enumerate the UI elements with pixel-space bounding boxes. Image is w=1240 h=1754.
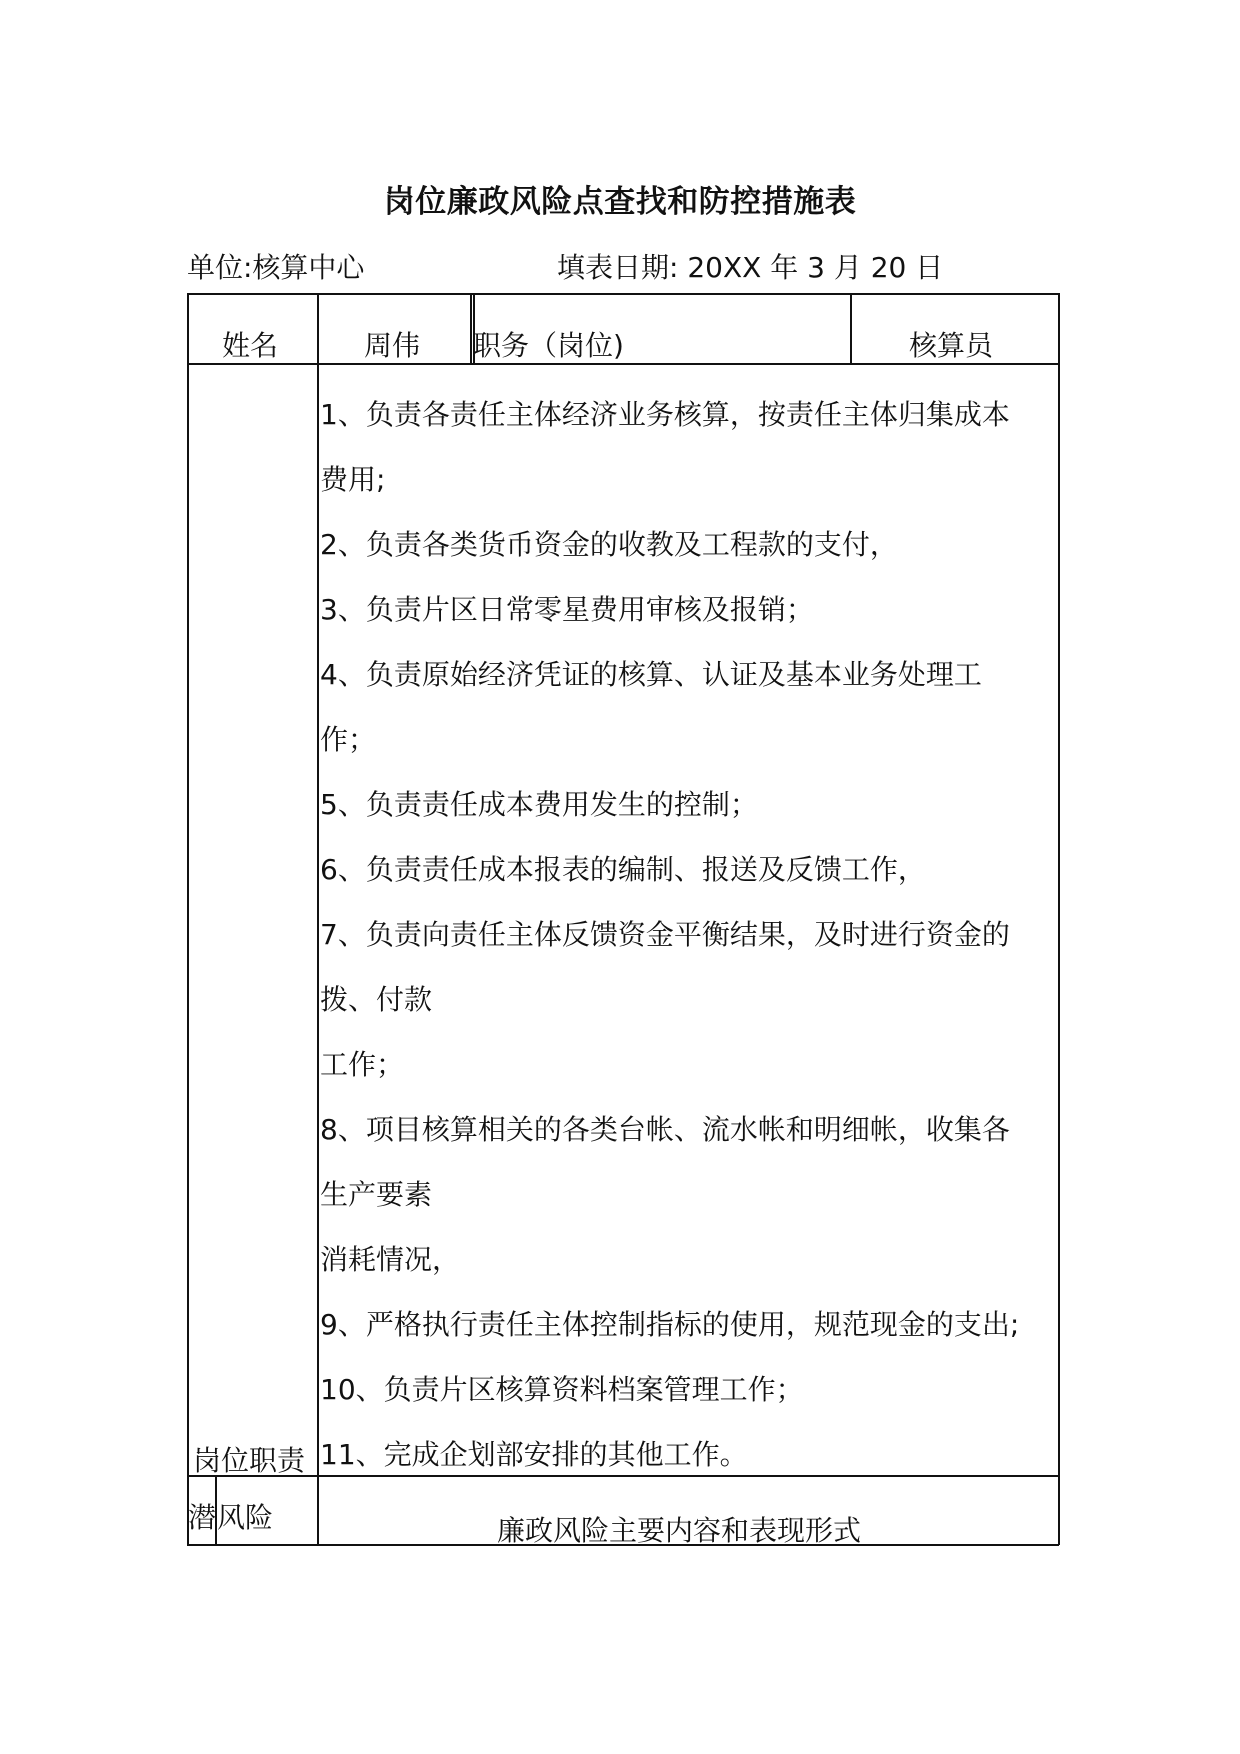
duty-line: 7、负责向责任主体反馈资金平衡结果，及时进行资金的: [320, 918, 1010, 951]
duty-line: 4、负责原始经济凭证的核算、认证及基本业务处理工: [320, 658, 982, 691]
duty-line: 3、负责片区日常零星费用审核及报销；: [320, 593, 814, 626]
name-label: 姓名: [222, 329, 279, 362]
duty-line: 8、项目核算相关的各类台帐、流水帐和明细帐，收集各: [320, 1113, 1010, 1146]
name-value: 周伟: [364, 329, 421, 362]
duty-line: 9、严格执行责任主体控制指标的使用，规范现金的支出;: [320, 1308, 1020, 1341]
duties-list: [320, 382, 1060, 1487]
duty-line: 作；: [320, 723, 377, 756]
duty-line: 10、负责片区核算资料档案管理工作；: [320, 1373, 804, 1406]
duty-line: 费用;: [320, 463, 386, 496]
position-label: 职务（岗位): [473, 329, 624, 362]
risk-label-b: 风险: [217, 1501, 274, 1534]
unit-label: 单位:核算中心: [187, 251, 365, 284]
duty-line: 2、负责各类货币资金的收教及工程款的支付，: [320, 528, 898, 561]
position-value: 核算员: [909, 329, 994, 362]
duty-line: 消耗情况，: [320, 1243, 461, 1276]
duty-line: 6、负责责任成本报表的编制、报送及反馈工作，: [320, 853, 926, 886]
risk-label-a: 潜: [188, 1501, 217, 1534]
duty-line: 11、完成企划部安排的其他工作。: [320, 1438, 748, 1471]
duties-label: 岗位职责: [193, 1444, 306, 1477]
page-title: 岗位廉政风险点查找和防控措施表: [383, 184, 857, 220]
duty-line: 1、负责各责任主体经济业务核算，按责任主体归集成本: [320, 398, 1010, 431]
risk-content-header: 廉政风险主要内容和表现形式: [497, 1514, 862, 1547]
fill-date: 填表日期: 20XX 年 3 月 20 日: [557, 251, 944, 284]
duty-line: 拨、付款: [320, 983, 433, 1016]
duty-line: 生产要素: [320, 1178, 433, 1211]
duty-line: 5、负责责任成本费用发生的控制；: [320, 788, 758, 821]
duty-line: 工作；: [320, 1048, 405, 1081]
